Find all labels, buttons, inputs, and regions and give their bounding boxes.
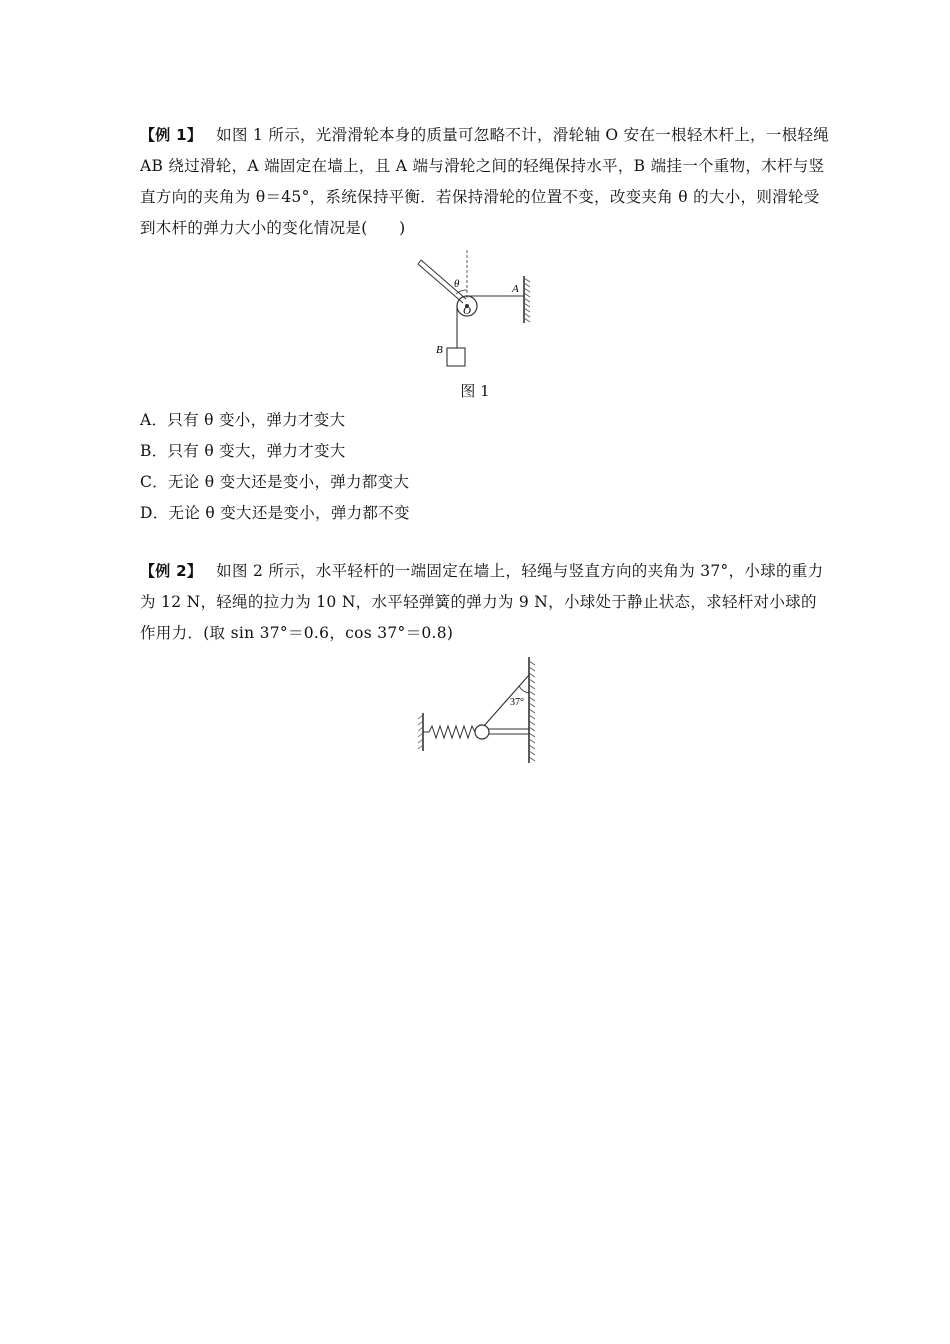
figure2-label-angle: 37° <box>510 697 524 708</box>
figure1-rod-end <box>418 260 421 264</box>
figure1-label-B: B <box>436 344 443 356</box>
example2-text: 如图 2 所示，水平轻杆的一端固定在墙上，轻绳与竖直方向的夹角为 37°，小球的重力为 12 N，轻绳的拉力为 10 N，水平轻弹簧的弹力为 9 N，小球处于静止状态，求轻杆对小球的作用力．(取 sin 37°＝0.6，cos 37°＝0.8) <box>140 562 824 642</box>
example2-paragraph <box>140 556 830 649</box>
figure1-pulley-diagram <box>410 248 540 378</box>
example1-text: 如图 1 所示，光滑滑轮本身的质量可忽略不计，滑轮轴 O 安在一根轻木杆上，一根轻绳 AB 绕过滑轮，A 端固定在墙上，且 A 端与滑轮之间的轻绳保持水平，B 端挂一个重物，木杆与竖直方向的夹角为 θ＝45°，系统保持平衡．若保持滑轮的位置不变，改变夹角 θ 的大小，则滑轮受到木杆的弹力大小的变化情况是( ) <box>140 126 830 237</box>
figure2-right-wall-hatching <box>529 661 535 761</box>
option-a: A．只有 θ 变小，弹力才变大 <box>140 411 346 429</box>
option-d: D．无论 θ 变大还是变小，弹力都不变 <box>140 504 410 522</box>
option-b: B．只有 θ 变大，弹力才变大 <box>140 442 346 460</box>
example2-label: 【例 2】 <box>140 562 203 580</box>
figure2-angle-arc <box>519 686 529 693</box>
figure1-label-A: A <box>512 283 519 295</box>
figure2-spring-ball-diagram <box>415 655 545 767</box>
figure1-label-theta: θ <box>454 278 460 290</box>
figure1-wall-hatching <box>524 278 530 322</box>
option-c: C．无论 θ 变大还是变小，弹力都变大 <box>140 473 410 491</box>
example1-paragraph <box>140 120 830 244</box>
figure1-weight-box <box>447 348 465 366</box>
figure1-caption: 图 1 <box>460 382 490 400</box>
figure2-ball <box>475 725 489 739</box>
example1-label: 【例 1】 <box>140 126 203 144</box>
figure2-spring <box>423 726 476 738</box>
figure1-label-O: O <box>463 305 471 317</box>
